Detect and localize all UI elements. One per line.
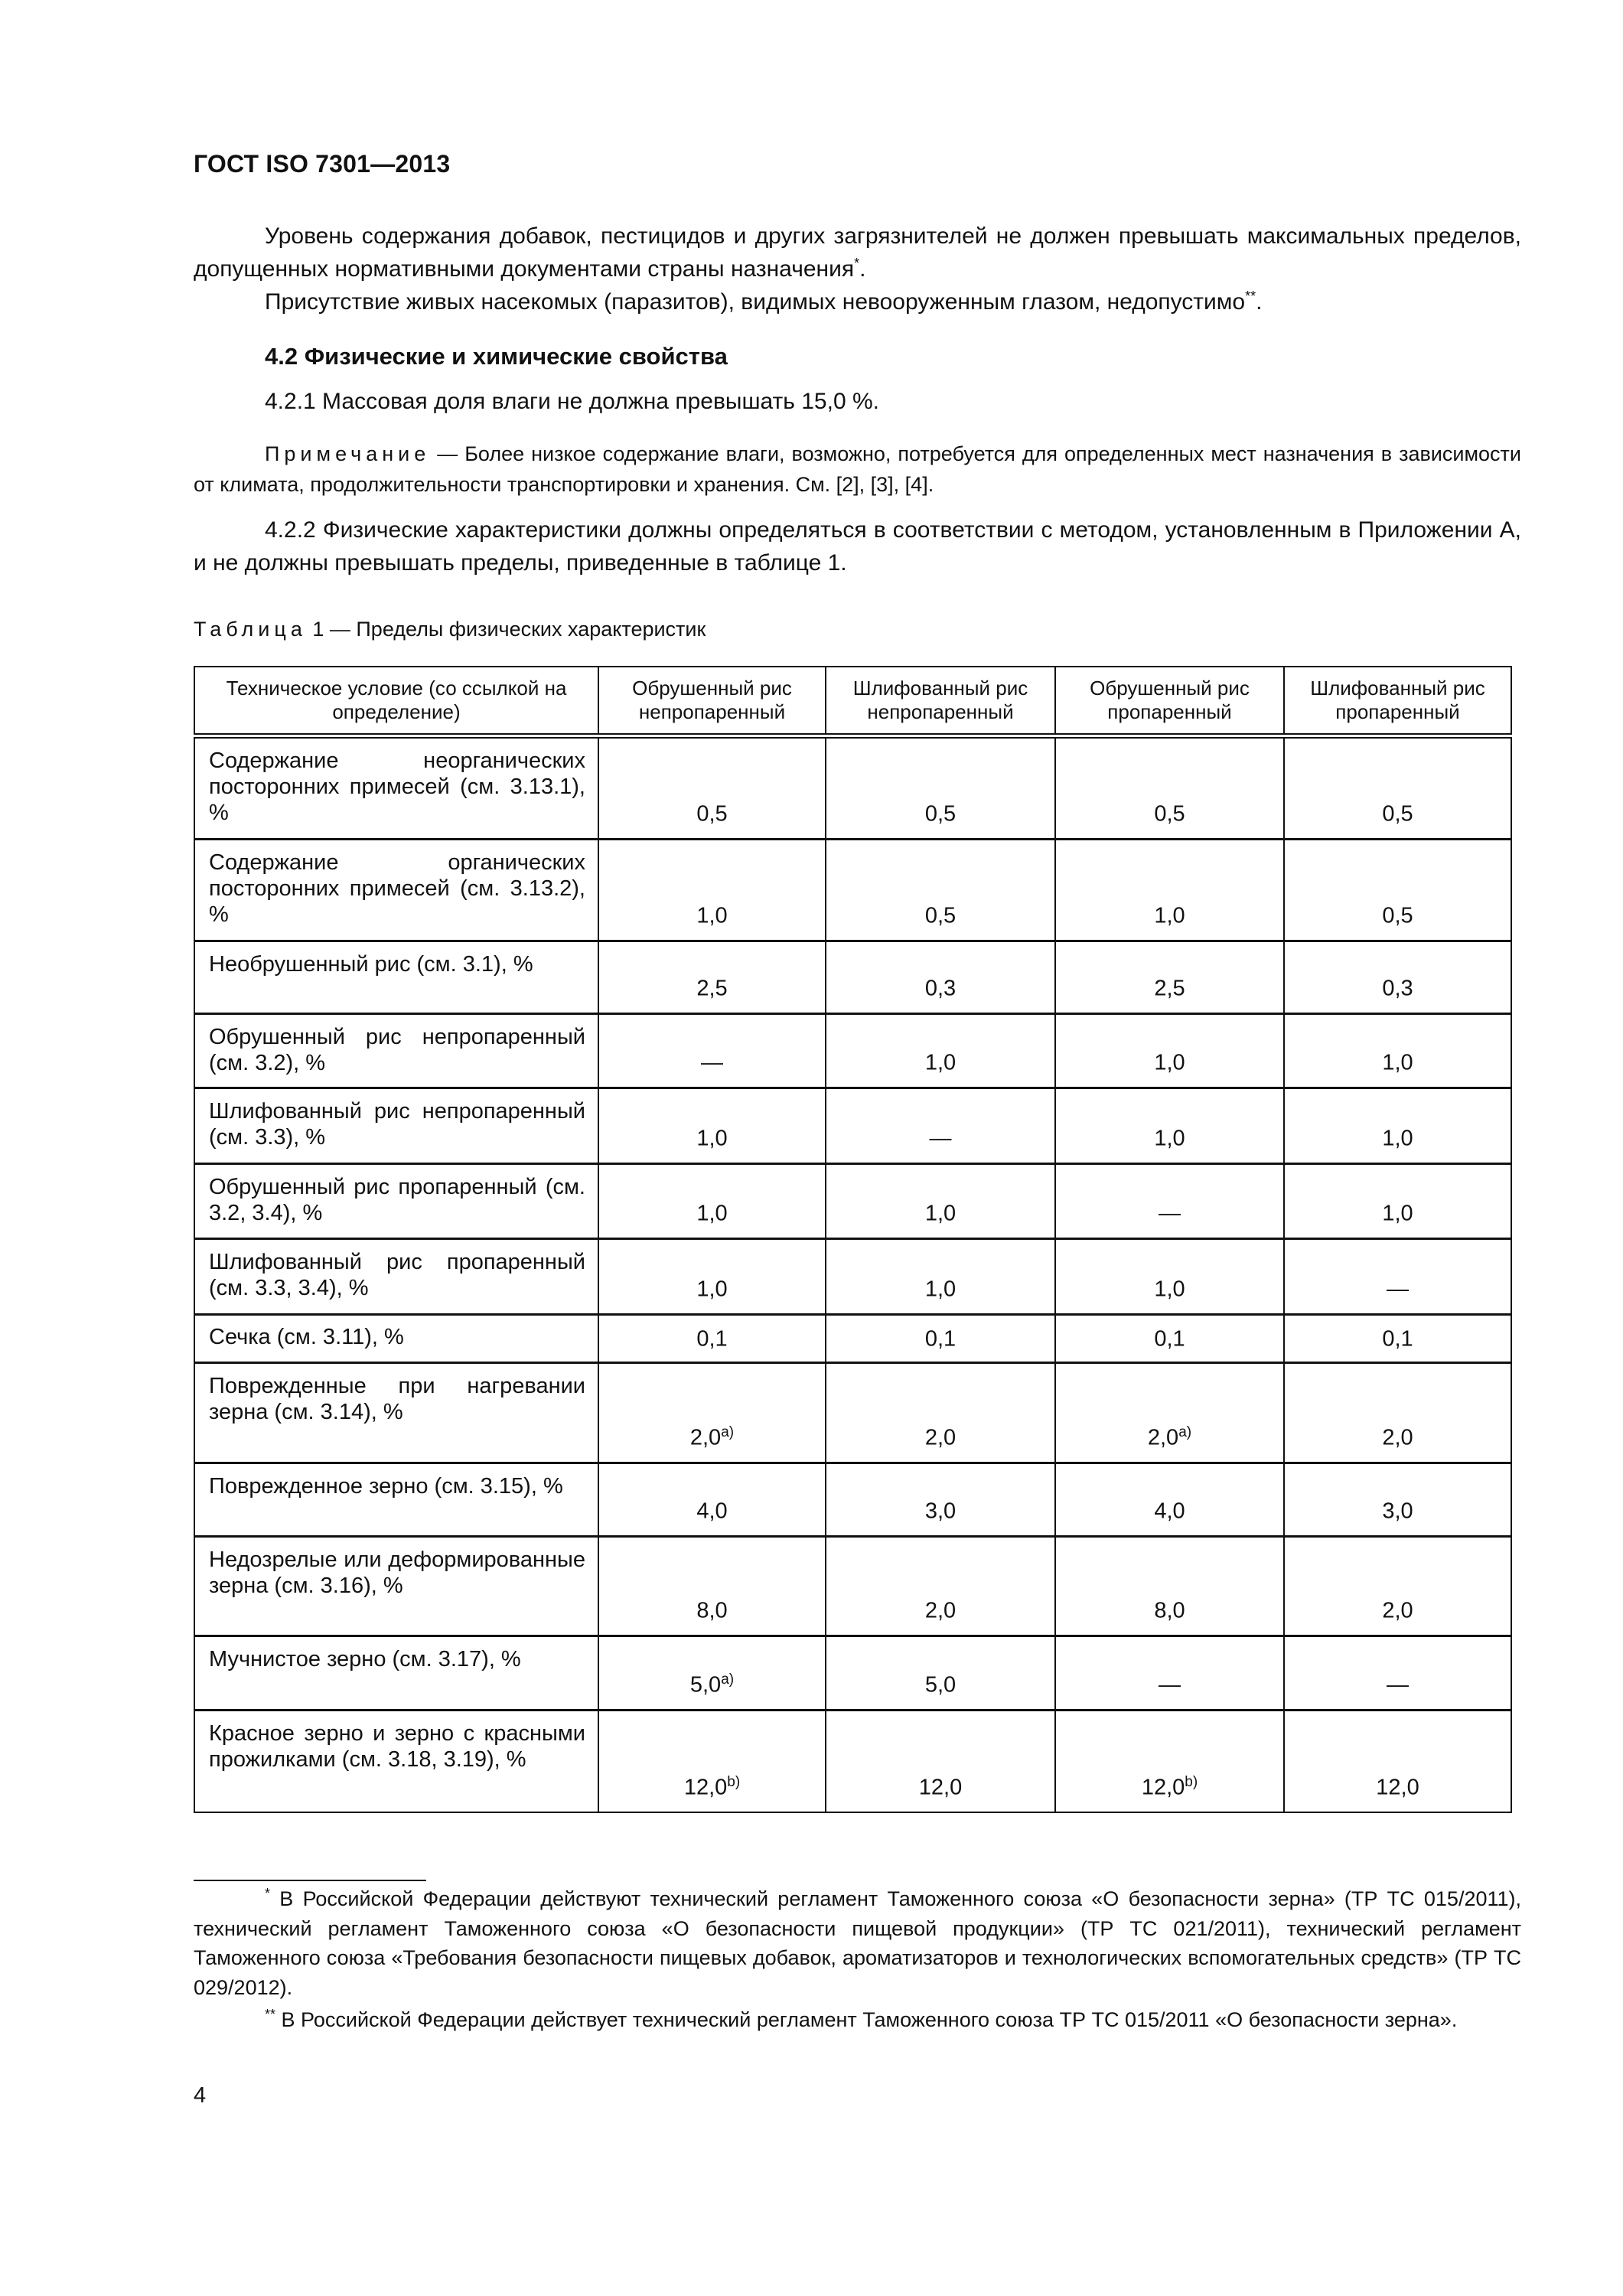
paragraph-insects: [194, 285, 1521, 318]
value-cell: [826, 1537, 1055, 1636]
value-cell: [826, 840, 1055, 941]
condition-cell: Обрушенный рис непропаренный (см. 3.2), %: [194, 1014, 598, 1088]
value: 2,0: [1147, 1426, 1179, 1450]
value-cell: [826, 1636, 1055, 1711]
table-row: [194, 736, 1511, 840]
value-cell: [1284, 941, 1511, 1014]
value-cell: [598, 1636, 826, 1711]
value-cell: [1055, 1014, 1284, 1088]
condition-cell: Недозрелые или деформированные зерна (см. 3.16), %: [194, 1537, 598, 1636]
value: —: [1159, 1202, 1181, 1226]
value: 1,0: [1382, 1051, 1413, 1075]
value-cell: [1284, 1711, 1511, 1812]
value: 0,5: [696, 802, 728, 827]
value: 0,5: [924, 904, 957, 928]
value: 4,0: [696, 1499, 728, 1524]
value: 1,0: [1154, 904, 1185, 928]
value-cell: [826, 1014, 1055, 1088]
value-cell: [1055, 1636, 1284, 1711]
table-row: [194, 1014, 1511, 1088]
column-header: Обрушенный рис пропаренный: [1055, 667, 1284, 736]
note-text: — Более низкое содержание влаги, возможно, потребуется для определенных мест назначения в зависимости от климата, продолжительности транспортировки и хранения. См. [2], [3], [4].: [194, 442, 1521, 496]
value-cell: [826, 1363, 1055, 1463]
condition-cell: Обрушенный рис пропаренный (см. 3.2, 3.4), %: [194, 1164, 598, 1239]
column-header: Шлифованный рис пропаренный: [1284, 667, 1511, 736]
value: —: [1387, 1277, 1409, 1302]
value-cell: [1055, 1239, 1284, 1315]
value-cell: [1284, 1014, 1511, 1088]
paragraph-text: Присутствие живых насекомых (паразитов), видимых невооруженным глазом, недопустимо: [265, 289, 1246, 315]
value-cell: [598, 1463, 826, 1537]
value: 4,0: [1154, 1499, 1185, 1524]
table-row: [194, 1088, 1511, 1164]
table-row: [194, 1711, 1511, 1812]
table-row: [194, 1239, 1511, 1315]
value-cell: [598, 941, 826, 1014]
value-cell: [1055, 1164, 1284, 1239]
table-note-ref: a): [721, 1424, 735, 1441]
clause-4-2-2: 4.2.2 Физические характеристики должны определяться в соответствии с методом, установленным в Приложении А, и не должны превышать пределы, приведенные в таблице 1.: [194, 517, 1521, 576]
table-row: [194, 840, 1511, 941]
footnote-text: В Российской Федерации действует технический регламент Таможенного союза ТР ТС 015/2011 «О безопасности зерна».: [275, 2008, 1458, 2031]
value: 2,0: [924, 1599, 957, 1623]
clause-4-2-1: 4.2.1 Массовая доля влаги не должна превышать 15,0 %.: [265, 389, 879, 414]
table-note-ref: a): [1178, 1424, 1192, 1441]
value-cell: [826, 1711, 1055, 1812]
value-cell: [1284, 840, 1511, 941]
value: 2,0: [1382, 1426, 1413, 1450]
value-cell: [598, 1239, 826, 1315]
value-cell: [1284, 1164, 1511, 1239]
table-caption: [194, 618, 706, 641]
value-cell: [598, 1537, 826, 1636]
condition-cell: Содержание органических посторонних примесей (см. 3.13.2), %: [194, 840, 598, 941]
value-cell: [598, 1014, 826, 1088]
value: 1,0: [924, 1277, 957, 1302]
table-row: [194, 1537, 1511, 1636]
value: —: [929, 1127, 952, 1151]
value-cell: [826, 1463, 1055, 1537]
condition-cell: Шлифованный рис пропаренный (см. 3.3, 3.4), %: [194, 1239, 598, 1315]
footnote-ref[interactable]: *: [854, 256, 860, 271]
value: 12,0: [918, 1775, 963, 1800]
value: 2,0: [689, 1426, 722, 1450]
value-cell: [1055, 941, 1284, 1014]
value: 0,5: [1382, 904, 1413, 928]
table-row: [194, 1164, 1511, 1239]
physical-limits-table: [194, 666, 1512, 1813]
table-row: [194, 1315, 1511, 1363]
value: 3,0: [1382, 1499, 1413, 1524]
value-cell: [826, 1088, 1055, 1164]
value-cell: [598, 1088, 826, 1164]
value-cell: [1055, 1711, 1284, 1812]
condition-cell: Шлифованный рис непропаренный (см. 3.3), %: [194, 1088, 598, 1164]
value-cell: [1055, 1363, 1284, 1463]
punctuation: .: [859, 256, 866, 282]
footnote-mark: *: [265, 1886, 271, 1901]
value: —: [701, 1051, 723, 1075]
value-cell: [826, 736, 1055, 840]
value-cell: [598, 840, 826, 941]
value: 1,0: [924, 1202, 957, 1226]
table-note-ref: b): [727, 1773, 741, 1790]
condition-cell: Поврежденные при нагревании зерна (см. 3.14), %: [194, 1363, 598, 1463]
value: 0,5: [1382, 802, 1413, 827]
value-cell: [1284, 1088, 1511, 1164]
value: 0,3: [924, 977, 957, 1001]
value: 1,0: [696, 1127, 728, 1151]
footnote-1: [194, 1884, 1521, 2002]
value: 0,5: [924, 802, 957, 827]
value: 0,5: [1154, 802, 1185, 827]
value-cell: [1284, 1537, 1511, 1636]
value: 5,0: [689, 1673, 722, 1698]
value: 3,0: [924, 1499, 957, 1524]
value-cell: [1055, 736, 1284, 840]
value-cell: [598, 1711, 826, 1812]
value: 2,0: [924, 1426, 957, 1450]
value-cell: [1284, 1363, 1511, 1463]
note: [194, 439, 1521, 500]
value: 8,0: [696, 1599, 728, 1623]
table-row: [194, 1463, 1511, 1537]
table-row: [194, 941, 1511, 1014]
condition-cell: Содержание неорганических посторонних примесей (см. 3.13.1), %: [194, 736, 598, 840]
caption-text: 1 — Пределы физических характеристик: [306, 618, 706, 641]
condition-cell: Необрушенный рис (см. 3.1), %: [194, 941, 598, 1014]
table-note-ref: a): [721, 1671, 735, 1688]
section-heading: 4.2 Физические и химические свойства: [265, 343, 728, 370]
condition-cell: Мучнистое зерно (см. 3.17), %: [194, 1636, 598, 1711]
value: 2,0: [1382, 1599, 1413, 1623]
condition-cell: Сечка (см. 3.11), %: [194, 1315, 598, 1363]
value: —: [1159, 1673, 1181, 1698]
value-cell: [598, 1315, 826, 1363]
value: 0,1: [1154, 1326, 1185, 1352]
value: 2,5: [696, 977, 728, 1001]
table-row: [194, 1636, 1511, 1711]
note-label: Примечание: [265, 442, 431, 465]
value: 8,0: [1154, 1599, 1185, 1623]
value: 0,3: [1382, 977, 1413, 1001]
value: 1,0: [1154, 1277, 1185, 1302]
punctuation: .: [1256, 289, 1263, 315]
column-header: Техническое условие (со ссылкой на определение): [194, 667, 598, 736]
value-cell: [826, 1164, 1055, 1239]
value-cell: [1055, 840, 1284, 941]
caption-label: Таблица: [194, 618, 307, 641]
value: 1,0: [1382, 1202, 1413, 1226]
value: 1,0: [924, 1051, 957, 1075]
value-cell: [1284, 1463, 1511, 1537]
value: 1,0: [1382, 1127, 1413, 1151]
value-cell: [826, 1315, 1055, 1363]
value: 1,0: [1154, 1127, 1185, 1151]
condition-cell: Поврежденное зерно (см. 3.15), %: [194, 1463, 598, 1537]
value: 0,1: [924, 1326, 957, 1352]
value: 12,0: [1376, 1775, 1419, 1800]
value-cell: [1284, 1315, 1511, 1363]
value-cell: [1055, 1537, 1284, 1636]
value: 0,1: [696, 1326, 728, 1352]
paragraph-text: Уровень содержания добавок, пестицидов и других загрязнителей не должен превышать максимальных пределов, допущенных нормативными документами страны назначения: [194, 223, 1521, 282]
value-cell: [826, 1239, 1055, 1315]
value-cell: [1284, 1239, 1511, 1315]
value-cell: [1284, 1636, 1511, 1711]
footnote-mark: **: [265, 2007, 276, 2022]
table-row: [194, 1363, 1511, 1463]
footnote-ref[interactable]: **: [1245, 289, 1256, 304]
paragraph-additives: [194, 220, 1521, 285]
value-cell: [598, 736, 826, 840]
document-header: ГОСТ ISO 7301—2013: [194, 150, 451, 178]
footnote-separator: [194, 1880, 426, 1881]
column-header: Обрушенный рис непропаренный: [598, 667, 826, 736]
value-cell: [1055, 1088, 1284, 1164]
value: 12,0: [1141, 1775, 1185, 1800]
page-number: 4: [194, 2083, 207, 2108]
value-cell: [1284, 736, 1511, 840]
value-cell: [598, 1164, 826, 1239]
value-cell: [1055, 1315, 1284, 1363]
value-cell: [598, 1363, 826, 1463]
value-cell: [826, 941, 1055, 1014]
value: 1,0: [1154, 1051, 1185, 1075]
value: 2,5: [1154, 977, 1185, 1001]
value: —: [1387, 1673, 1409, 1698]
value: 5,0: [924, 1673, 957, 1698]
value: 1,0: [696, 1202, 728, 1226]
table-note-ref: b): [1185, 1773, 1198, 1790]
footnote-text: В Российской Федерации действуют технический регламент Таможенного союза «О безопасности зерна» (ТР ТС 015/2011), технический регламент Таможенного союза «О безопасности пищевой продукции» (ТР ТС 021/2011), технический регламент Таможенного союза «Требования безопасности пищевых добавок, ароматизаторов и технологических вспомогательных средств» (ТР ТС 029/2012).: [194, 1887, 1521, 1999]
condition-cell: Красное зерно и зерно с красными прожилками (см. 3.18, 3.19), %: [194, 1711, 598, 1812]
footnote-2: [194, 2005, 1521, 2035]
value: 1,0: [696, 1277, 728, 1302]
value: 1,0: [696, 904, 728, 928]
value: 0,1: [1382, 1326, 1413, 1352]
value-cell: [1055, 1463, 1284, 1537]
table-header-row: [194, 667, 1511, 736]
column-header: Шлифованный рис непропаренный: [826, 667, 1055, 736]
value: 12,0: [683, 1775, 728, 1800]
